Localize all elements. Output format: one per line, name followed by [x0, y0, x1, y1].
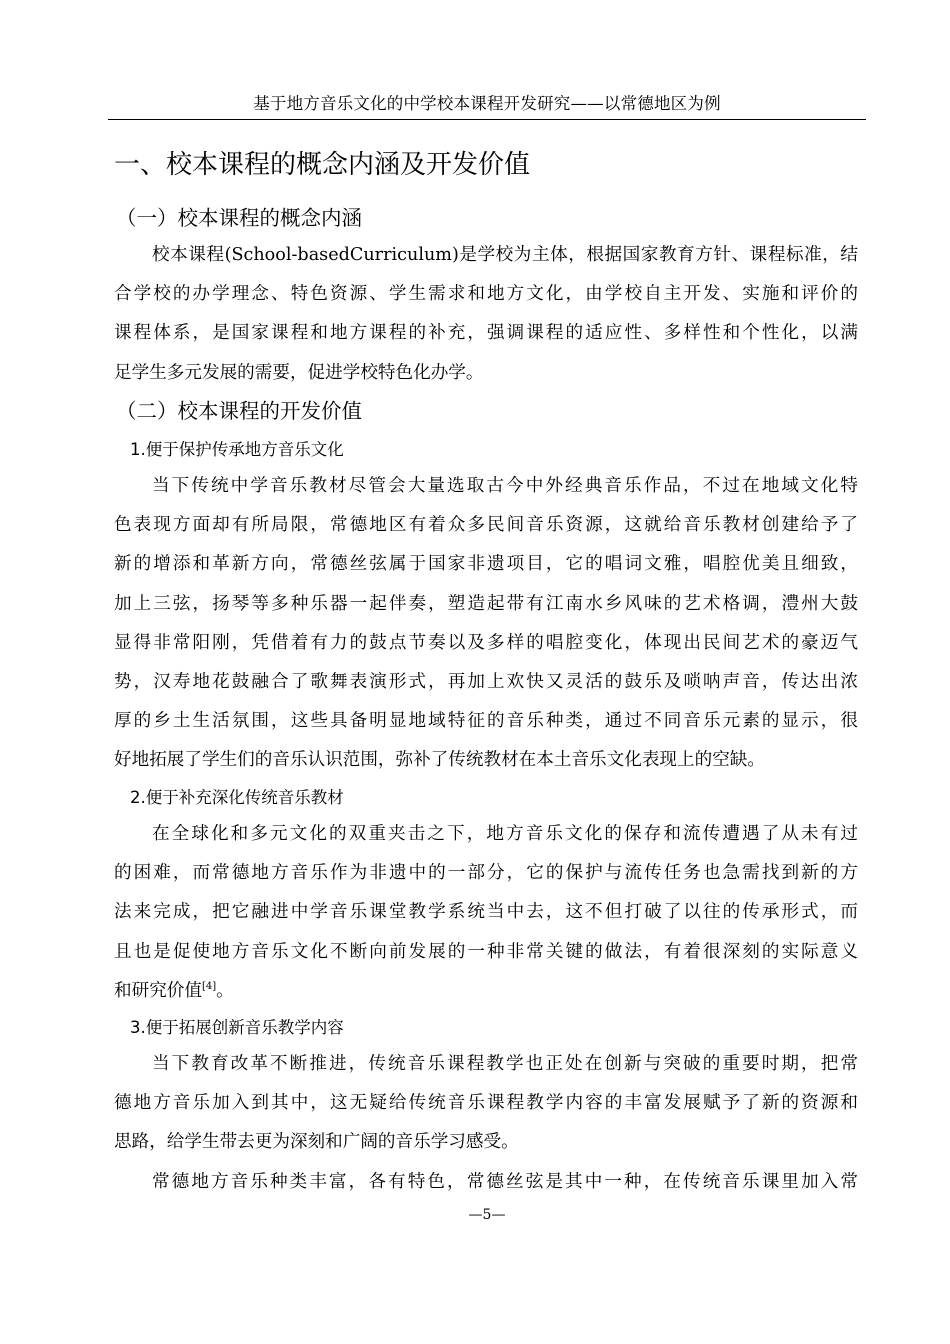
running-header: 基于地方音乐文化的中学校本课程开发研究——以常德地区为例	[253, 94, 721, 113]
text-line: 厚的乡土生活氛围，这些具备明显地域特征的音乐种类，通过不同音乐元素的显示，很	[114, 711, 858, 732]
text-line: 当下传统中学音乐教材尽管会大量选取古今中外经典音乐作品，不过在地域文化特	[152, 476, 858, 496]
text-line: 法来完成，把它融进中学音乐课堂教学系统当中去，这不但打破了以往的传承形式，而	[114, 902, 858, 923]
text-line: 合学校的办学理念、特色资源、学生需求和地方文化，由学校自主开发、实施和评价的	[114, 284, 858, 305]
section-title-concept: （一）校本课程的概念内涵	[116, 206, 362, 230]
text-line: 势，汉寿地花鼓融合了歌舞表演形式，再加上欢快又灵活的鼓乐及唢呐声音，传达出浓	[114, 671, 858, 692]
paragraph-concept	[114, 236, 858, 393]
text-line: 足学生多元发展的需要，促进学校特色化办学。	[114, 362, 484, 383]
citation-marker: [4]	[201, 980, 217, 992]
text-fragment: 。	[216, 980, 234, 1001]
subsection-title-2: 2.便于补充深化传统音乐教材	[130, 788, 344, 807]
text-line: 新的增添和革新方向，常德丝弦属于国家非遗项目，它的唱词文雅，唱腔优美且细致，	[114, 554, 858, 575]
text-line: 的困难，而常德地方音乐作为非遗中的一部分，它的保护与流传任务也急需找到新的方	[114, 863, 858, 884]
text-line: 好地拓展了学生们的音乐认识范围，弥补了传统教材在本土音乐文化表现上的空缺。	[114, 750, 765, 771]
text-line: 思路，给学生带去更为深刻和广阔的音乐学习感受。	[114, 1132, 519, 1153]
chapter-title: 一、校本课程的概念内涵及开发价值	[114, 150, 531, 180]
page-number: —5—	[468, 1207, 506, 1223]
text-line: 加上三弦，扬琴等多种乐器一起伴奏，塑造起带有江南水乡风味的艺术格调，澧州大鼓	[114, 593, 858, 614]
text-line: 常德地方音乐种类丰富，各有特色，常德丝弦是其中一种，在传统音乐课里加入常	[152, 1171, 858, 1192]
text-line: 德地方音乐加入到其中，这无疑给传统音乐课程教学内容的丰富发展赋予了新的资源和	[114, 1093, 858, 1114]
subsection-title-3: 3.便于拓展创新音乐教学内容	[130, 1018, 344, 1037]
header-rule	[108, 119, 866, 120]
text-line: 在全球化和多元文化的双重夹击之下，地方音乐文化的保存和流传遭遇了从未有过	[152, 824, 858, 844]
paragraph-textbook	[114, 815, 858, 1011]
text-line: 当下教育改革不断推进，传统音乐课程教学也正处在创新与突破的重要时期，把常	[152, 1054, 858, 1074]
text-line: 且也是促使地方音乐文化不断向前发展的一种非常关键的做法，有着很深刻的实际意义	[114, 941, 858, 962]
text-fragment: 和研究价值	[114, 980, 202, 1001]
text-line: 显得非常阳刚，凭借着有力的鼓点节奏以及多样的唱腔变化，体现出民间艺术的豪迈气	[114, 632, 858, 653]
section-title-value: （二）校本课程的开发价值	[116, 399, 362, 423]
subsection-title-1: 1.便于保护传承地方音乐文化	[130, 440, 344, 459]
paragraph-innovation	[114, 1045, 858, 1202]
text-line: 色表现方面却有所局限，常德地区有着众多民间音乐资源，这就给音乐教材创建给予了	[114, 515, 858, 536]
paragraph-heritage	[114, 467, 858, 781]
text-line	[114, 972, 858, 1011]
text-line: 校本课程(School-basedCurriculum)是学校为主体，根据国家教育方针、课程标准，结	[152, 245, 858, 265]
text-line: 课程体系，是国家课程和地方课程的补充，强调课程的适应性、多样性和个性化，以满	[114, 323, 858, 344]
